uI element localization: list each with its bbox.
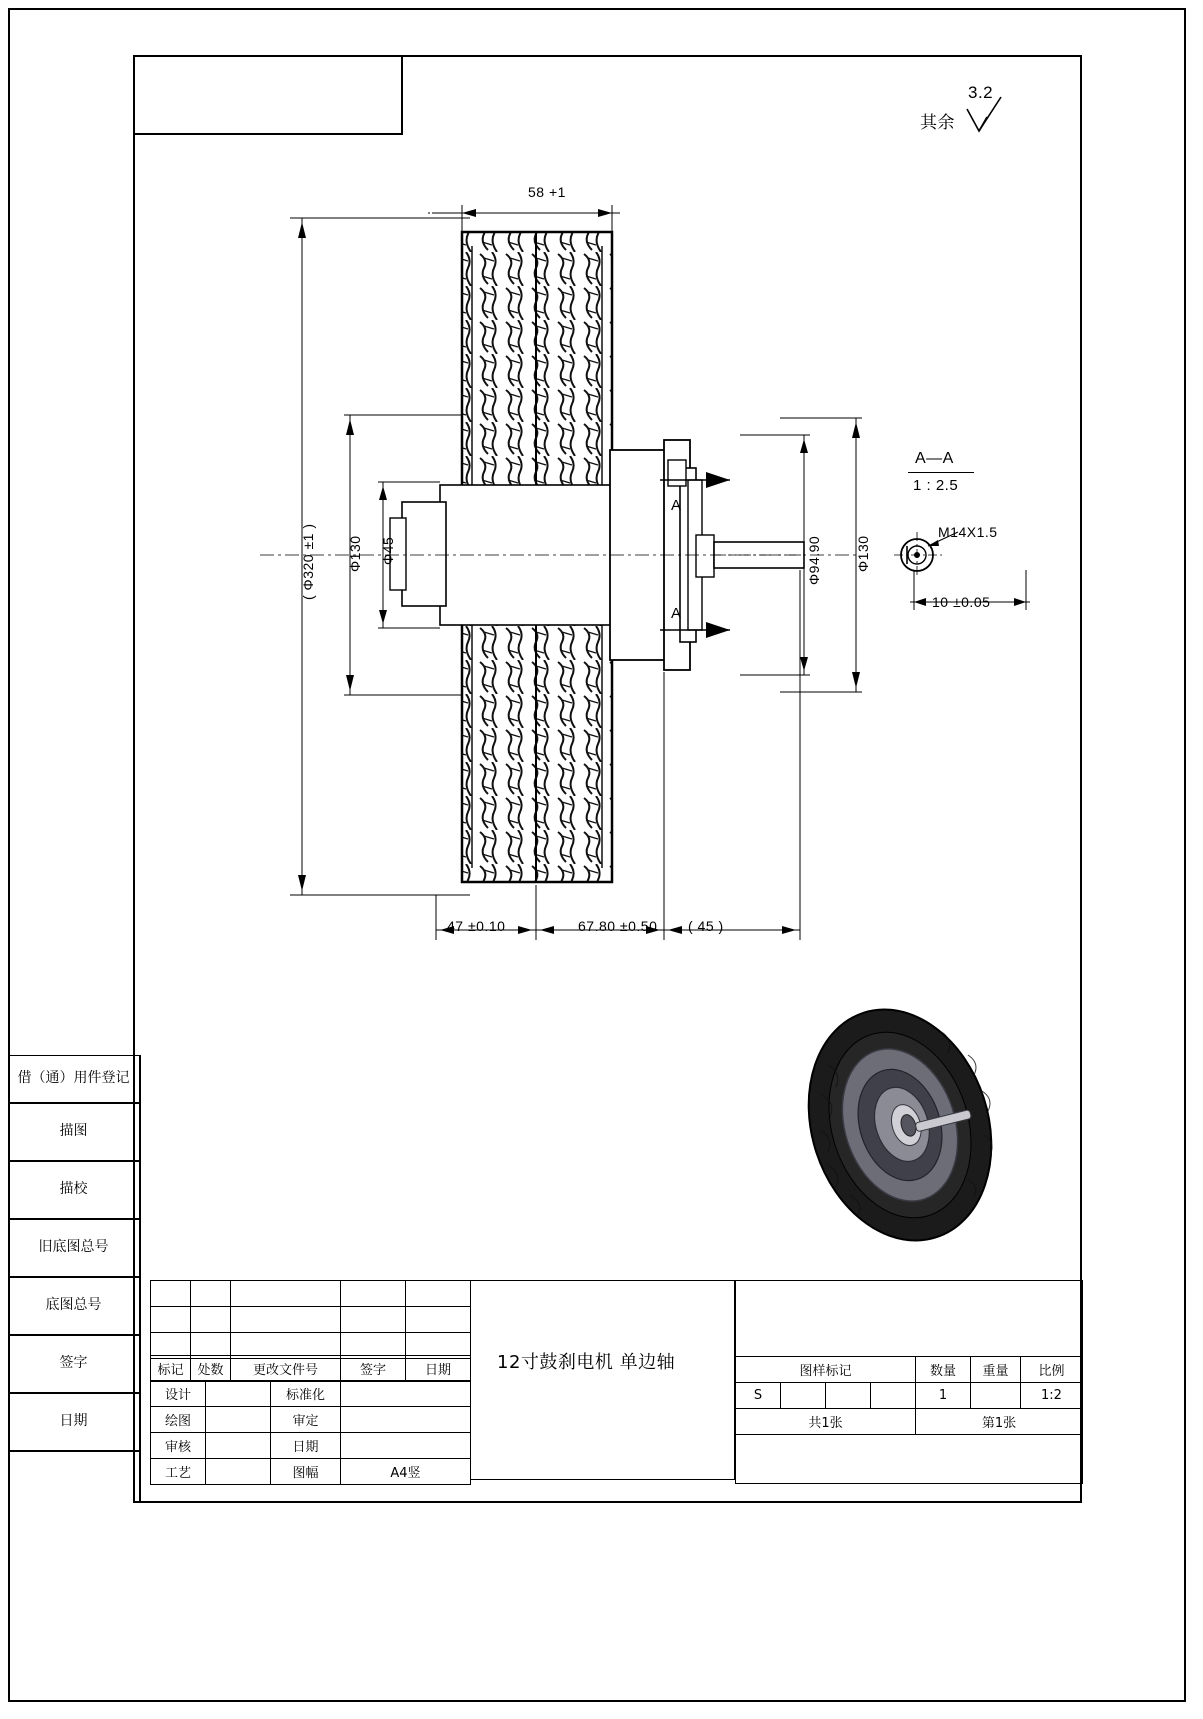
sig-value-0	[206, 1381, 271, 1407]
wheel-isometric-photo	[790, 995, 1020, 1265]
rev-header-1: 处数	[191, 1356, 231, 1382]
left-margin-label-5: 签字	[59, 1355, 88, 1372]
title-block-revision-table	[150, 1355, 471, 1382]
rev-header-2: 更改文件号	[231, 1356, 341, 1382]
sig-role2-2: 日期	[271, 1433, 341, 1459]
section-flat-dim: 10 ±0.05	[932, 594, 991, 610]
rev-empty-cell	[341, 1307, 406, 1333]
table-row	[736, 1357, 1083, 1383]
dim-dia-320: ( Φ320 ±1 )	[300, 523, 316, 600]
section-view-scale: 1 : 2.5	[913, 477, 959, 494]
rev-header-3: 签字	[341, 1356, 406, 1382]
weight-value	[971, 1383, 1021, 1409]
section-thread-label: M14X1.5	[938, 524, 998, 540]
title-block-right-table	[735, 1280, 1083, 1484]
table-row	[151, 1433, 471, 1459]
part-name-label: 12寸鼓刹电机 单边轴	[497, 1352, 676, 1373]
sig-role2-3: 图幅	[271, 1459, 341, 1485]
left-margin-label-0: 借（通）用件登记	[17, 1070, 130, 1087]
table-row	[736, 1435, 1083, 1484]
rev-empty-cell	[231, 1333, 341, 1359]
table-row	[151, 1307, 471, 1333]
rev-empty-cell	[151, 1281, 191, 1307]
right-blank-top-2	[736, 1306, 1083, 1331]
sig-value2-2	[341, 1433, 471, 1459]
dim-len-67-80: 67.80 ±0.50	[578, 918, 658, 934]
left-margin-row-0	[8, 1055, 141, 1103]
rev-header-4: 日期	[406, 1356, 471, 1382]
table-row	[151, 1407, 471, 1433]
sig-value2-0	[341, 1381, 471, 1407]
left-margin-row-7	[8, 1451, 141, 1503]
table-row	[736, 1409, 1083, 1435]
sig-value-1	[206, 1407, 271, 1433]
sig-value2-1	[341, 1407, 471, 1433]
sig-value-3	[206, 1459, 271, 1485]
dim-dia-94-90: Φ94.90	[806, 535, 822, 585]
mark-blank-1	[781, 1383, 826, 1409]
surface-note-label: 其余	[920, 113, 955, 133]
table-row	[736, 1331, 1083, 1357]
sig-role2-1: 审定	[271, 1407, 341, 1433]
left-margin-label-4: 底图总号	[45, 1297, 102, 1314]
surface-finish-symbol-icon	[965, 95, 1025, 140]
mark-value: S	[736, 1383, 781, 1409]
rev-empty-cell	[341, 1281, 406, 1307]
rev-empty-cell	[191, 1281, 231, 1307]
dim-dia-130-right: Φ130	[855, 535, 871, 572]
right-blank-bottom	[736, 1435, 1083, 1484]
left-margin-row-5	[8, 1335, 141, 1393]
part-name-box	[470, 1280, 735, 1480]
sig-role-3: 工艺	[151, 1459, 206, 1485]
dim-dia-45: Φ45	[380, 536, 396, 565]
sig-role-2: 审核	[151, 1433, 206, 1459]
right-blank-top	[736, 1281, 1083, 1307]
rev-empty-cell	[231, 1281, 341, 1307]
sig-value2-3: A4竖	[341, 1459, 471, 1485]
rev-empty-cell	[406, 1281, 471, 1307]
sig-value-2	[206, 1433, 271, 1459]
mark-header: 图样标记	[736, 1357, 916, 1383]
qty-value: 1	[916, 1383, 971, 1409]
section-arrow-label-top: A	[671, 497, 682, 514]
sig-role-1: 绘图	[151, 1407, 206, 1433]
section-arrow-label-bottom: A	[671, 605, 682, 622]
qty-header: 数量	[916, 1357, 971, 1383]
table-row	[151, 1381, 471, 1407]
sheets-total: 共1张	[736, 1409, 916, 1435]
table-row	[736, 1281, 1083, 1307]
mark-blank-3	[871, 1383, 916, 1409]
left-margin-row-4	[8, 1277, 141, 1335]
left-margin-label-2: 描校	[59, 1181, 88, 1198]
left-margin-label-1: 描图	[59, 1123, 88, 1140]
table-row	[151, 1281, 471, 1307]
rev-empty-cell	[151, 1333, 191, 1359]
weight-header: 重量	[971, 1357, 1021, 1383]
rev-empty-cell	[231, 1307, 341, 1333]
rev-empty-cell	[341, 1333, 406, 1359]
dim-width-58: 58 +1	[528, 184, 566, 200]
table-row	[151, 1333, 471, 1359]
rev-empty-cell	[191, 1333, 231, 1359]
dim-len-47: 47 ±0.10	[447, 918, 506, 934]
scale-header: 比例	[1021, 1357, 1083, 1383]
rev-empty-cell	[406, 1333, 471, 1359]
rev-empty-cell	[191, 1307, 231, 1333]
title-block-revision-empty-rows	[150, 1280, 471, 1359]
surface-roughness-value: 3.2	[968, 83, 994, 102]
sheet-no: 第1张	[916, 1409, 1083, 1435]
table-row	[151, 1356, 471, 1382]
sig-role2-0: 标准化	[271, 1381, 341, 1407]
left-margin-label-3: 旧底图总号	[38, 1239, 109, 1256]
rev-empty-cell	[406, 1307, 471, 1333]
table-row	[736, 1306, 1083, 1331]
dim-dia-130-left: Φ130	[347, 535, 363, 572]
top-left-box	[133, 55, 403, 135]
table-row	[736, 1383, 1083, 1409]
rev-empty-cell	[151, 1307, 191, 1333]
right-blank-top-3	[736, 1331, 1083, 1357]
sig-role-0: 设计	[151, 1381, 206, 1407]
left-margin-label-6: 日期	[59, 1413, 88, 1430]
section-view-label: A—A	[915, 450, 954, 467]
title-block-signature-table	[150, 1380, 471, 1485]
mark-blank-2	[826, 1383, 871, 1409]
table-row	[151, 1459, 471, 1485]
dim-len-45: ( 45 )	[688, 918, 724, 934]
scale-value: 1:2	[1021, 1383, 1083, 1409]
left-margin-row-1	[8, 1103, 141, 1161]
left-margin-row-2	[8, 1161, 141, 1219]
section-label-underline	[908, 472, 974, 473]
rev-header-0: 标记	[151, 1356, 191, 1382]
left-margin-row-3	[8, 1219, 141, 1277]
left-margin-row-6	[8, 1393, 141, 1451]
